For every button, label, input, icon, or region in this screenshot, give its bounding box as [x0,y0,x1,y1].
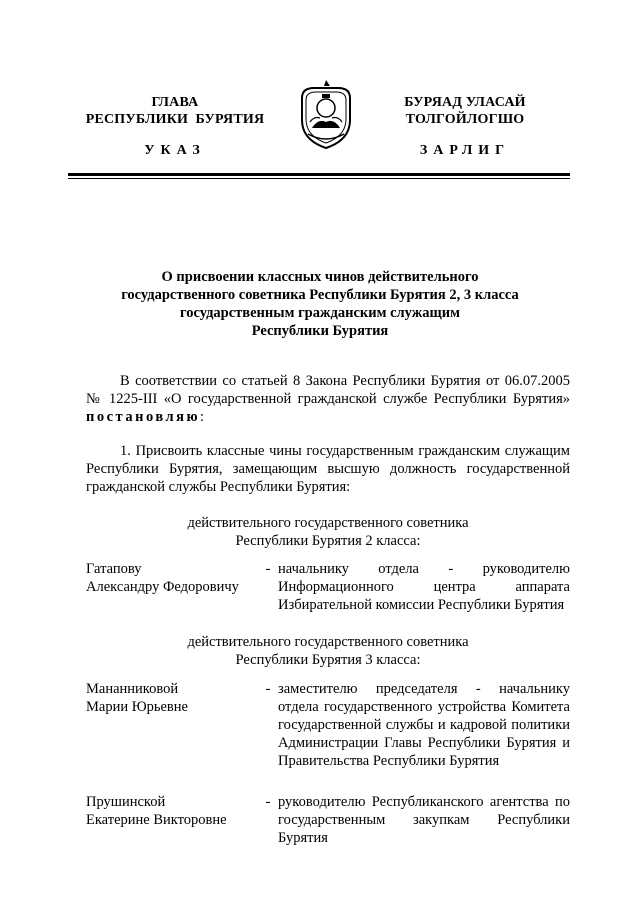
person-name [86,680,256,716]
title-line3: государственным гражданским служащим [180,305,460,321]
clause-1-text: 1. Присвоить классные чины государственным гражданским служащим Республики Бурятия, замещающим высшую должность государственной гражданской службы Республики Бурятия: [86,443,570,495]
doc-type-left: УКАЗ [144,143,206,158]
list-item [86,793,570,853]
clause-1 [86,442,570,496]
coat-of-arms-icon [294,78,358,150]
preamble-text: В соответствии со статьей 8 Закона Республики Бурятия от 06.07.2005 № 1225-III «О государственной гражданской службе Республики Бурятия» [86,373,570,407]
surname: Гатапову [86,561,142,577]
given-name: Екатерине Викторовне [86,812,227,828]
decree-title [70,268,570,340]
rank-3-heading [86,633,570,669]
list-item [86,560,570,620]
surname: Мананниковой [86,681,179,697]
header-left-line1: ГЛАВА [151,95,199,110]
given-name: Марии Юрьевне [86,699,188,715]
rank-2-line2: Республики Бурятия 2 класса: [235,533,421,549]
doc-type-right: ЗАРЛИГ [419,143,511,158]
dash: - [265,794,271,810]
title-line2: государственного советника Республики Бурятия 2, 3 класса [121,287,519,303]
header-left-line2: РЕСПУБЛИКИ БУРЯТИЯ [85,112,265,127]
decree-word: постановляю [86,409,201,425]
person-name [86,793,256,829]
header-right-line2: ТОЛГОЙЛОГШО [405,112,525,127]
header-left [70,94,280,128]
rank-3-line1: действительного государственного советника [187,634,469,650]
rank-2-heading [86,514,570,550]
header-right [365,94,565,128]
person-name [86,560,256,596]
rank-3-line2: Республики Бурятия 3 класса: [235,652,421,668]
position: руководителю Республиканского агентства по государственным закупкам Республики Бурятия [278,794,570,846]
list-item [86,680,570,780]
rank-2-line1: действительного государственного советника [187,515,469,531]
header-right-line1: БУРЯАД УЛАСАЙ [404,95,526,110]
position: заместителю председателя - начальнику отдела государственного устройства Комитета государственной службы и кадровой политики Администрации Главы Республики Бурятия и Правительства Республики Бурятия [278,681,570,769]
header-divider [68,173,570,176]
position: начальнику отдела - руководителю Информационного центра аппарата Избирательной комиссии Республики Бурятия [278,561,570,613]
dash: - [265,681,271,697]
dash: - [265,561,271,577]
title-line4: Республики Бурятия [251,323,389,339]
preamble-ending: : [200,409,205,425]
header-divider-thin [68,178,570,179]
title-line1: О присвоении классных чинов действительного [161,269,479,285]
given-name: Александру Федоровичу [86,579,239,595]
preamble [86,372,570,426]
surname: Прушинской [86,794,166,810]
